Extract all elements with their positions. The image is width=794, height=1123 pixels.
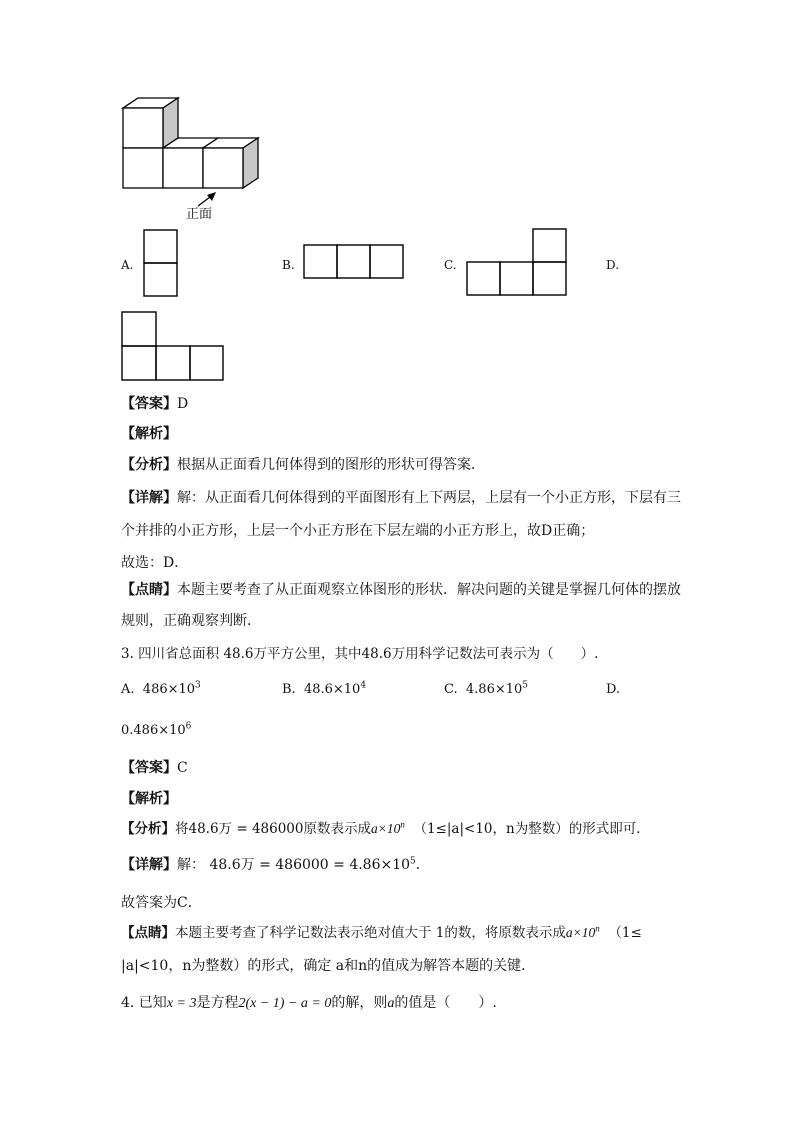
q4-stem-part-4: 的值是（ ）. xyxy=(394,995,497,1011)
q2-dianjing-line xyxy=(121,580,681,600)
answer-tag: 【答案】 xyxy=(121,396,177,412)
q3-analysis-heading: 【解析】 xyxy=(121,791,177,807)
q3-conclusion: 故答案为C． xyxy=(121,895,202,911)
q2-xiangjie-line-2: 个并排的小正方形，上层一个小正方形在下层左端的小正方形上，故D正确； xyxy=(121,523,595,539)
xiangjie-exp: 5 xyxy=(410,856,416,867)
figure-option-b xyxy=(303,244,405,280)
q3-stem: 3. 四川省总面积 48.6万平方公里，其中48.6万用科学记数法可表示为（ ）. xyxy=(121,646,599,662)
dianjing-text: 本题主要考查了科学记数法表示绝对值大于 1的数，将原数表示成 xyxy=(175,925,566,941)
q3-option-c-base: 4.86×10 xyxy=(465,682,523,697)
fenxi-text: 将48.6万 = 486000原数表示成 xyxy=(175,821,371,837)
xiangjie-text: 解： 48.6万 = 486000 = 4.86×10 xyxy=(177,857,411,873)
q3-option-d-base: 0.486×10 xyxy=(121,723,186,738)
q3-answer-line xyxy=(121,758,188,778)
q3-option-b xyxy=(282,682,366,698)
q2-xiangjie-line xyxy=(121,488,681,508)
fenxi-text-2: （1≤|a|<10，n为整数）的形式即可． xyxy=(413,821,650,837)
q4-stem-equation: 2(x − 1) − a = 0 xyxy=(238,996,332,1011)
q3-option-b-base: 48.6×10 xyxy=(303,682,361,697)
q4-stem-part-2: 是方程 xyxy=(196,995,239,1011)
q3-option-a-base: 486×10 xyxy=(142,682,196,697)
q3-xiangjie-line xyxy=(121,855,430,875)
fenxi-tag: 【分析】 xyxy=(121,457,177,473)
q3-fenxi-line xyxy=(121,819,650,839)
figure-option-d-label: D. xyxy=(606,258,620,272)
q2-choose-line: 故选：D． xyxy=(121,555,189,571)
xiangjie-tag: 【详解】 xyxy=(121,490,177,506)
dianjing-text: 本题主要考查了从正面观察立体图形的形状．解决问题的关键是掌握几何体的摆放 xyxy=(177,582,681,598)
fenxi-tag: 【分析】 xyxy=(121,821,175,837)
front-label: 正面 xyxy=(186,207,213,222)
q4-stem-a: a xyxy=(387,996,395,1011)
q3-option-c-letter: C. xyxy=(444,682,458,697)
dianjing-tag: 【点睛】 xyxy=(121,582,177,598)
q3-dianjing-line xyxy=(121,923,642,943)
q3-option-d-value xyxy=(121,723,191,739)
dianjing-math: a×10 xyxy=(565,925,596,940)
answer-tag: 【答案】 xyxy=(121,760,177,776)
q4-stem-x: x = 3 xyxy=(166,996,197,1011)
fenxi-text: 根据从正面看几何体得到的图形的形状可得答案． xyxy=(177,457,485,473)
xiangjie-text: 解：从正面看几何体得到的平面图形有上下两层，上层有一个小正方形，下层有三 xyxy=(177,490,681,506)
figure-option-d xyxy=(121,311,225,381)
q4-stem-part-1: 4. 已知 xyxy=(121,995,167,1011)
q3-option-a-exp: 3 xyxy=(195,680,201,691)
q4-stem xyxy=(121,993,497,1014)
fenxi-math: a×10 xyxy=(371,821,401,836)
q3-option-b-letter: B. xyxy=(282,682,296,697)
figure-option-a-label: A. xyxy=(121,258,134,272)
q3-dianjing-line-2: |a|<10，n为整数）的形式，确定 a和n的值成为解答本题的关键． xyxy=(121,958,536,974)
answer-value: D xyxy=(177,396,189,412)
xiangjie-tag: 【详解】 xyxy=(121,857,177,873)
figure-option-b-label: B. xyxy=(282,258,295,272)
xiangjie-end: ． xyxy=(415,857,430,873)
q2-fenxi-line xyxy=(121,455,485,475)
q3-option-d-letter: D. xyxy=(606,682,621,697)
q2-dianjing-line-2: 规则，正确观察判断． xyxy=(121,613,261,629)
q3-option-d xyxy=(606,682,620,698)
q4-stem-part-3: 的解，则 xyxy=(331,995,388,1011)
figure-option-c-label: C. xyxy=(444,258,457,272)
dianjing-math-exp: n xyxy=(595,923,600,934)
cube-figure xyxy=(121,98,261,193)
q3-option-a xyxy=(121,682,201,698)
dianjing-text-2: （1≤ xyxy=(608,925,642,941)
figure-option-c xyxy=(466,228,568,296)
figure-option-a xyxy=(143,229,179,297)
q3-option-d-exp: 6 xyxy=(185,721,192,732)
fenxi-math-exp: n xyxy=(400,819,405,830)
q2-answer-line xyxy=(121,394,188,414)
q3-option-a-letter: A. xyxy=(121,682,135,697)
q3-option-c xyxy=(444,682,528,698)
q3-option-b-exp: 4 xyxy=(360,680,367,691)
q2-analysis-heading: 【解析】 xyxy=(121,426,177,442)
answer-value: C xyxy=(177,760,188,776)
q3-option-c-exp: 5 xyxy=(522,680,529,691)
dianjing-tag: 【点睛】 xyxy=(121,925,175,941)
